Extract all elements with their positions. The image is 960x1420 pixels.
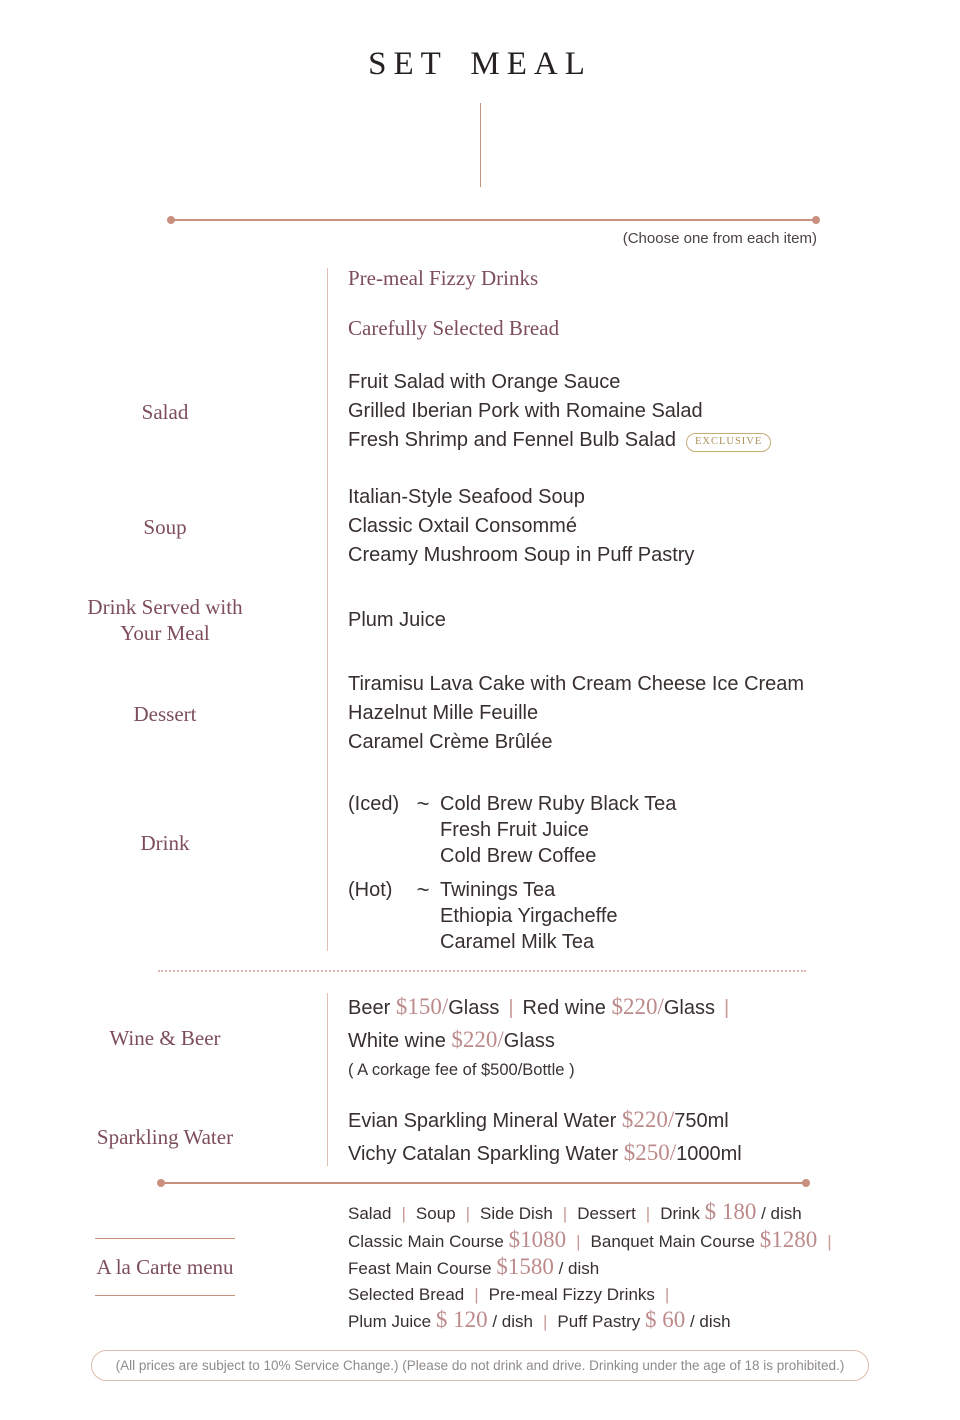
dessert-course-row	[0, 670, 960, 757]
pre-meal-fizzy-row	[0, 266, 960, 290]
menu-item: Cold Brew Coffee	[440, 845, 597, 867]
menu-item: Ethiopia Yirgacheffe	[440, 905, 618, 927]
set-meal-section	[0, 266, 960, 955]
separator-bar: |	[401, 1204, 406, 1223]
sparkling-water-row	[0, 1104, 960, 1170]
sparkling-item: Evian Sparkling Mineral Water $220/750ml	[348, 1107, 729, 1132]
menu-item: Classic Oxtail Consommé	[348, 515, 577, 537]
price: $1080	[508, 1226, 567, 1252]
price: $1580	[496, 1254, 554, 1279]
a-la-carte-line: Classic Main Course $1080 | Banquet Main Course $1280 |	[348, 1226, 832, 1252]
menu-item: Hazelnut Mille Feuille	[348, 702, 539, 724]
iced-drinks-block	[348, 791, 960, 869]
dotted-divider	[158, 970, 806, 972]
a-la-carte-line: Selected Bread | Pre-meal Fizzy Drinks |	[348, 1284, 670, 1304]
menu-item: Fresh Fruit Juice	[440, 819, 589, 841]
hot-prefix: (Hot)	[348, 879, 393, 901]
separator-bar: |	[474, 1284, 479, 1304]
a-la-carte-line: Plum Juice $ 120 / dish | Puff Pastry $ 60 / dish	[348, 1307, 731, 1332]
selected-bread-row	[0, 316, 960, 340]
soup-label: Soup	[143, 514, 187, 539]
dessert-label: Dessert	[133, 701, 197, 726]
separator-bar: |	[576, 1231, 581, 1251]
price: $ 120	[435, 1307, 488, 1332]
separator-bar: |	[465, 1204, 471, 1223]
drink-label: Drink	[140, 831, 190, 855]
menu-item: Fresh Shrimp and Fennel Bulb Salad EXCLUSIVE	[348, 426, 960, 455]
menu-item: Fruit Salad with Orange Sauce	[348, 371, 621, 393]
separator-bar: |	[542, 1312, 548, 1331]
label-rule-bottom	[95, 1295, 235, 1296]
sparkling-water-label: Sparkling Water	[96, 1125, 234, 1149]
separator-bar: |	[723, 997, 730, 1019]
iced-prefix: (Iced)	[348, 793, 400, 815]
wine-beer-row	[0, 991, 960, 1084]
page-title: SET MEAL	[368, 46, 592, 82]
wine-beer-label: Wine & Beer	[109, 1025, 221, 1050]
price: $ 180	[704, 1199, 757, 1224]
separator-bar: |	[664, 1284, 670, 1304]
exclusive-badge: EXCLUSIVE	[686, 433, 771, 452]
a-la-carte-line: Feast Main Course $1580 / dish	[348, 1254, 600, 1279]
a-la-carte-line: Salad | Soup | Side Dish | Dessert | Drink $ 180 / dish	[348, 1199, 802, 1224]
wine-sparkling-section	[0, 991, 960, 1170]
menu-item: Tiramisu Lava Cake with Cream Cheese Ice Cream	[348, 673, 805, 695]
label-rule-top	[95, 1238, 235, 1239]
selected-bread-heading: Carefully Selected Bread	[348, 316, 560, 340]
soup-course-row	[0, 483, 960, 570]
separator-bar: |	[827, 1231, 832, 1251]
tilde-separator: ~	[416, 877, 430, 902]
menu-item: Grilled Iberian Pork with Romaine Salad	[348, 400, 703, 422]
salad-label: Salad	[141, 399, 189, 424]
a-la-carte-section	[0, 1199, 960, 1335]
red-wine-price: $220/	[611, 994, 664, 1019]
price: $ 60	[644, 1307, 686, 1332]
separator-bar: |	[645, 1204, 651, 1223]
beer-price: $150/	[395, 994, 449, 1019]
choose-note: (Choose one from each item)	[622, 230, 817, 247]
menu-item: Twinings Tea	[440, 879, 556, 901]
white-wine-price: $220/	[451, 1027, 504, 1052]
separator-bar: |	[562, 1204, 568, 1223]
meal-drink-label: Drink Served with Your Meal	[87, 595, 243, 645]
hot-drinks-block	[348, 877, 960, 955]
corkage-note: ( A corkage fee of $500/Bottle )	[348, 1061, 575, 1079]
footer-disclaimer: (All prices are subject to 10% Service Change.) (Please do not drink and drive. Drinking under the age of 18 is prohibited.)	[91, 1350, 870, 1381]
top-rule	[170, 219, 817, 221]
beer-red-wine-line: Beer $150/Glass | Red wine $220/Glass |	[348, 994, 730, 1019]
salad-course-row	[0, 368, 960, 455]
separator-bar: |	[508, 997, 514, 1019]
bottom-rule	[160, 1182, 807, 1184]
menu-item: Caramel Crème Brûlée	[348, 731, 553, 753]
drink-course-row	[0, 791, 960, 955]
menu-item: Plum Juice	[348, 608, 446, 631]
white-wine-line: White wine $220/Glass	[348, 1027, 555, 1052]
a-la-carte-label: A la Carte menu	[96, 1254, 234, 1279]
sparkling-price: $250/	[623, 1140, 677, 1165]
title-vertical-line	[480, 103, 481, 187]
menu-item: Caramel Milk Tea	[440, 931, 595, 953]
menu-item: Cold Brew Ruby Black Tea	[440, 793, 677, 815]
menu-item: Creamy Mushroom Soup in Puff Pastry	[348, 544, 695, 566]
price: $1280	[759, 1226, 818, 1252]
menu-item: Italian-Style Seafood Soup	[348, 486, 585, 508]
sparkling-item: Vichy Catalan Sparkling Water $250/1000ml	[348, 1140, 742, 1165]
pre-meal-fizzy-drinks-heading: Pre-meal Fizzy Drinks	[348, 266, 539, 290]
tilde-separator: ~	[416, 791, 430, 816]
meal-drink-course-row	[0, 594, 960, 646]
sparkling-price: $220/	[621, 1107, 675, 1132]
